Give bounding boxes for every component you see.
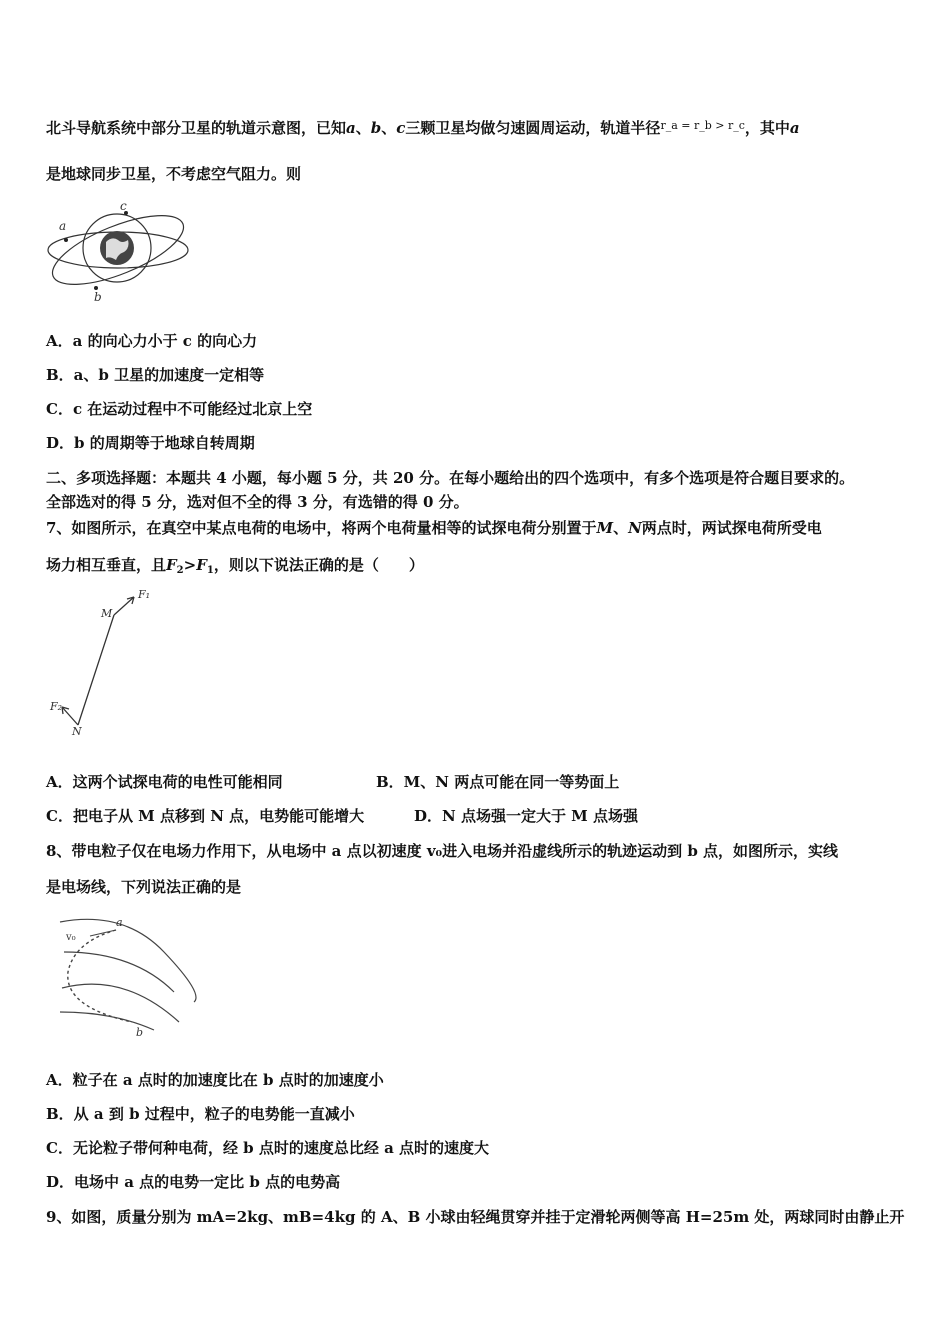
label-m: M (101, 607, 113, 620)
field-line-1 (60, 919, 196, 1002)
field-line-2 (64, 952, 174, 992)
label-n: N (72, 725, 82, 738)
orbit-diagram (44, 198, 194, 306)
q8-stem-line1: 8、带电粒子仅在电场力作用下，从电场中 a 点以初速度 v₀进入电场并沿虚线所示的轨迹运动到 b 点，如图所示，实线 (46, 842, 839, 860)
q7-option-c: C．把电子从 M 点移到 N 点，电势能可能增大 (46, 807, 365, 825)
label-f2: F₂ (50, 700, 63, 713)
label-v0: v₀ (66, 932, 76, 943)
q6-option-b: B．a、b 卫星的加速度一定相等 (46, 366, 265, 384)
force-diagram (46, 585, 166, 740)
label-b: b (94, 290, 102, 304)
trajectory-dashed (68, 930, 132, 1022)
q8-option-d: D．电场中 a 点的电势一定比 b 点的电势高 (46, 1173, 341, 1191)
field-line-3 (62, 984, 179, 1022)
label-f1: F₁ (138, 588, 151, 601)
section2-line2: 全部选对的得 5 分，选对但不全的得 3 分，有选错的得 0 分。 (46, 493, 469, 511)
q6-option-c: C．c 在运动过程中不可能经过北京上空 (46, 400, 313, 418)
q6-option-a: A．a 的向心力小于 c 的向心力 (46, 332, 258, 350)
section2-line1: 二、多项选择题：本题共 4 小题，每小题 5 分，共 20 分。在每小题给出的四个选项中，有多个选项是符合题目要求的。 (46, 469, 855, 487)
q8-option-b: B．从 a 到 b 过程中，粒子的电势能一直减小 (46, 1105, 355, 1123)
f2-arrow (62, 707, 78, 725)
q9-stem-line1: 9、如图，质量分别为 mA=2kg、mB=4kg 的 A、B 小球由轻绳贯穿并挂于定滑轮两侧等高 H=25m 处，两球同时由静止开 (46, 1208, 905, 1226)
label-b: b (136, 1026, 144, 1039)
mn-line (78, 615, 114, 725)
radius-relation: r_a = r_b > r_c (660, 119, 745, 132)
q7-stem-line2: 场力相互垂直，且$F_2>F_1$，则以下说法正确的是（ ） (46, 556, 424, 576)
q7-option-b: B．M、N 两点可能在同一等势面上 (376, 773, 620, 791)
satellite-a-dot (64, 238, 68, 242)
field-line-diagram (54, 912, 204, 1040)
f1-arrow (114, 597, 134, 615)
label-a: a (59, 219, 67, 233)
q8-stem-line2: 是电场线，下列说法正确的是 (46, 878, 242, 896)
q6-stem-line1: 北斗导航系统中部分卫星的轨道示意图，已知a、b、c三颗卫星均做匀速圆周运动，轨道半径$^{r\_a = r\_b > r\_c}$，其中a (46, 119, 800, 137)
q6-option-d: D．b 的周期等于地球自转周期 (46, 434, 255, 452)
label-c: c (120, 199, 127, 213)
label-a: a (116, 916, 123, 929)
q7-stem-line1: 7、如图所示，在真空中某点电荷的电场中，将两个电荷量相等的试探电荷分别置于M、N两点时，两试探电荷所受电 (46, 519, 822, 537)
q7-option-d: D．N 点场强一定大于 M 点场强 (414, 807, 638, 825)
q7-option-a: A．这两个试探电荷的电性可能相同 (46, 773, 283, 791)
q6-stem-line2: 是地球同步卫星，不考虑空气阻力。则 (46, 165, 302, 183)
q8-option-a: A．粒子在 a 点时的加速度比在 b 点时的加速度小 (46, 1071, 384, 1089)
q8-option-c: C．无论粒子带何种电荷，经 b 点时的速度总比经 a 点时的速度大 (46, 1139, 490, 1157)
